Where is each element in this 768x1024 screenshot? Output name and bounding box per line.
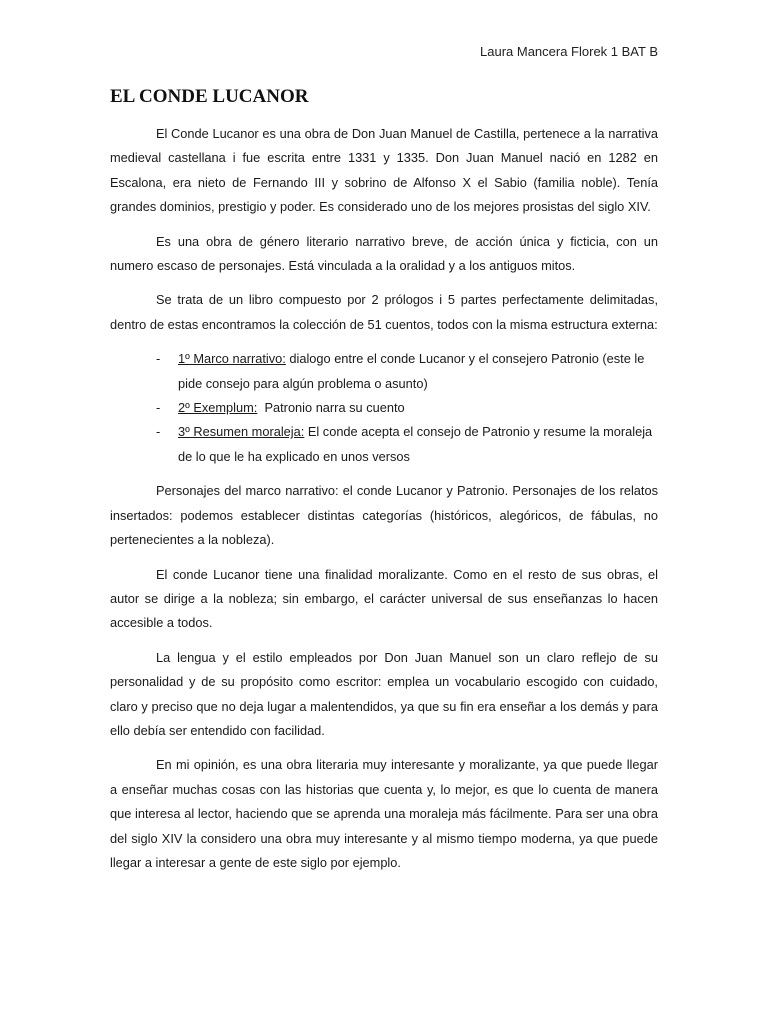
paragraph-structure: Se trata de un libro compuesto por 2 prólogos i 5 partes perfectamente delimitadas, dentro de estas encontramos la colección de 51 cuentos, todos con la misma estructura externa: bbox=[110, 292, 658, 332]
structure-list bbox=[110, 347, 658, 469]
paragraph-characters: Personajes del marco narrativo: el conde Lucanor y Patronio. Personajes de los relatos insertados: podemos establecer distintas categorías (históricos, alegóricos, de fábulas, no pertenecientes a la nobleza). bbox=[110, 483, 658, 548]
paragraph-style: La lengua y el estilo empleados por Don Juan Manuel son un claro reflejo de su personalidad y de su propósito como escritor: emplea un vocabulario escogido con cuidado, claro y preciso que no deja lugar a malentendidos, ya que su fin era enseñar a los demás y para ello debía ser entendido con facilidad. bbox=[110, 649, 658, 738]
bullet-dash: - bbox=[156, 400, 161, 416]
bullet-dash: - bbox=[156, 351, 161, 367]
bullet-text: El conde acepta el consejo de Patronio y resume la moraleja de lo que le ha explicado en unos versos bbox=[178, 424, 653, 464]
bullet-text: dialogo entre el conde Lucanor y el consejero Patronio (este le pide consejo para algún problema o asunto) bbox=[178, 351, 645, 391]
bullet-dash: - bbox=[156, 424, 161, 440]
bullet-label: 1º Marco narrativo: bbox=[178, 351, 286, 367]
paragraph-genre: Es una obra de género literario narrativo breve, de acción única y ficticia, con un numero escaso de personajes. Está vinculada a la oralidad y a los antiguos mitos. bbox=[110, 233, 658, 274]
list-item bbox=[110, 347, 658, 396]
list-item bbox=[110, 420, 658, 469]
paragraph-intro: El Conde Lucanor es una obra de Don Juan Manuel de Castilla, pertenece a la narrativa medieval castellana i fue escrita entre 1331 y 1335. Don Juan Manuel nació en 1282 en Escalona, era nieto de Fernando III y sobrino de Alfonso X el Sabio (familia noble). Tenía grandes dominios, prestigio y poder. Es considerado uno de los mejores prosistas del siglo XIV. bbox=[110, 126, 658, 215]
document-body bbox=[110, 122, 658, 885]
bullet-label: 2º Exemplum: bbox=[178, 400, 258, 416]
bullet-text: Patronio narra su cuento bbox=[257, 400, 405, 416]
bullet-label: 3º Resumen moraleja: bbox=[178, 424, 305, 440]
paragraph-opinion: En mi opinión, es una obra literaria muy interesante y moralizante, ya que puede llegar a enseñar muchas cosas con las historias que cuenta y, lo mejor, es que lo cuenta de manera que interesa al lector, haciendo que se aprenda una moraleja más fácilmente. Para ser una obra del siglo XIV la considero una obra muy interesante y al mismo tiempo moderna, ya que puede llegar a interesar a gente de este siglo por ejemplo. bbox=[110, 757, 658, 870]
list-item bbox=[110, 396, 658, 420]
header-author: Laura Mancera Florek 1 BAT B bbox=[480, 44, 658, 59]
document-title: EL CONDE LUCANOR bbox=[110, 86, 309, 107]
paragraph-purpose: El conde Lucanor tiene una finalidad moralizante. Como en el resto de sus obras, el autor se dirige a la nobleza; sin embargo, el carácter universal de sus enseñanzas lo hacen accesible a todos. bbox=[110, 566, 658, 631]
